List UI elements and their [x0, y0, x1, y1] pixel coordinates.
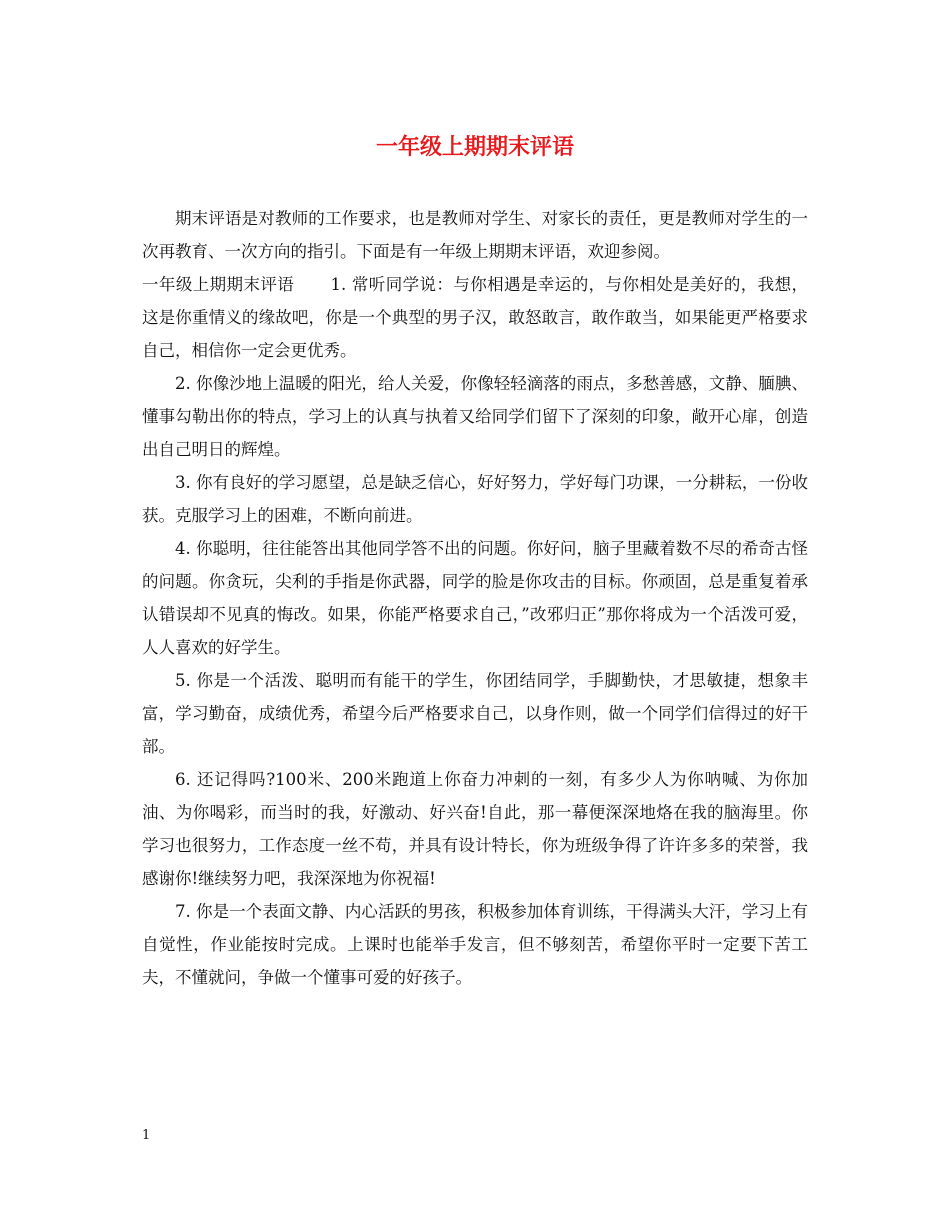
- comment-paragraph-5: 5. 你是一个活泼、聪明而有能干的学生，你团结同学，手脚勤快，才思敏捷，想象丰富，学习勤奋，成绩优秀，希望今后严格要求自己，以身作则，做一个同学们信得过的好干部。: [142, 671, 808, 756]
- document-title: 一年级上期期末评语: [375, 134, 574, 160]
- comment-paragraph-2: 2. 你像沙地上温暖的阳光，给人关爱，你像轻轻滴落的雨点，多愁善感，文静、腼腆、懂事勾勒出你的特点，学习上的认真与执着又给同学们留下了深刻的印象，敞开心扉，创造出自己明日的辉煌。: [142, 374, 808, 459]
- comment-text-1: 1. 常听同学说：与你相遇是幸运的，与你相处是美好的，我想，这是你重情义的缘故吧，你是一个典型的男子汉，敢怒敢言，敢作敢当，如果能更严格要求自己，相信你一定会更优秀。: [142, 275, 808, 360]
- comment-paragraph-4: 4. 你聪明，往往能答出其他同学答不出的问题。你好问，脑子里藏着数不尽的希奇古怪的问题。你贪玩，尖利的手指是你武器，同学的脸是你攻击的目标。你顽固，总是重复着承认错误却不见真的悔改。如果，你能严格要求自己，”改邪归正”那你将成为一个活泼可爱，人人喜欢的好学生。: [142, 539, 808, 657]
- comment-paragraph-1: [142, 268, 808, 367]
- comment-paragraph-7: 7. 你是一个表面文静、内心活跃的男孩，积极参加体育训练，干得满头大汗，学习上有自觉性，作业能按时完成。上课时也能举手发言，但不够刻苦，希望你平时一定要下苦工夫，不懂就问，争做一个懂事可爱的好孩子。: [142, 902, 808, 987]
- intro-paragraph: 期末评语是对教师的工作要求，也是教师对学生、对家长的责任，更是教师对学生的一次再教育、一次方向的指引。下面是有一年级上期期末评语，欢迎参阅。: [142, 209, 808, 261]
- section-title: 一年级上期期末评语: [142, 275, 295, 294]
- comment-paragraph-6: 6. 还记得吗?100米、200米跑道上你奋力冲刺的一刻，有多少人为你呐喊、为你加油、为你喝彩，而当时的我，好激动、好兴奋!自此，那一幕便深深地烙在我的脑海里。你学习也很努力，工作态度一丝不苟，并具有设计特长，你为班级争得了许许多多的荣誉，我感谢你!继续努力吧，我深深地为你祝福!: [142, 770, 808, 888]
- comment-paragraph-3: 3. 你有良好的学习愿望，总是缺乏信心，好好努力，学好每门功课，一分耕耘，一份收获。克服学习上的困难，不断向前进。: [142, 473, 808, 525]
- document-body: [142, 202, 808, 994]
- page-number: 1: [142, 1128, 151, 1143]
